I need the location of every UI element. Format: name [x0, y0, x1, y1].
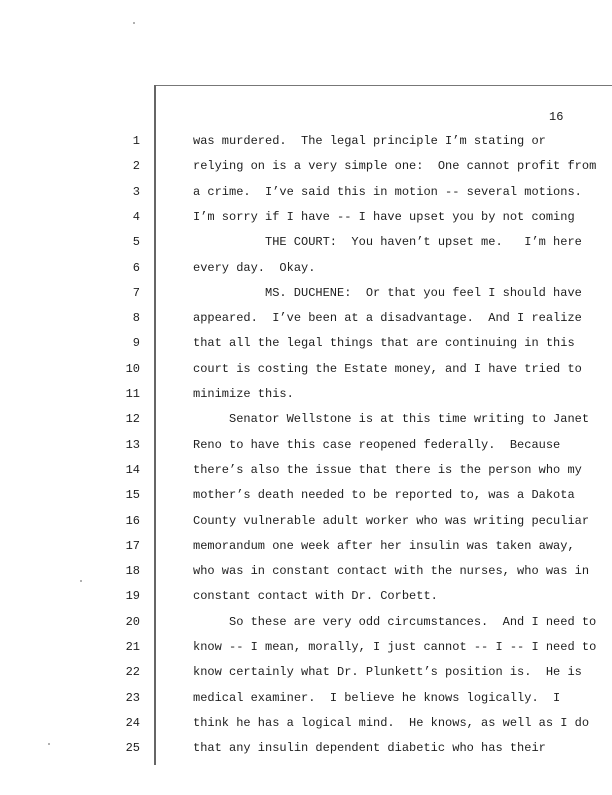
line-text: appeared. I’ve been at a disadvantage. And I realize	[193, 311, 582, 326]
line-text: memorandum one week after her insulin was taken away,	[193, 538, 575, 553]
line-number: 1	[132, 134, 140, 148]
line-text: relying on is a very simple one: One cannot profit from	[193, 159, 597, 174]
transcript-line	[0, 589, 612, 609]
transcript-line	[0, 741, 612, 761]
transcript-line	[0, 261, 612, 281]
transcript-line	[0, 362, 612, 382]
line-number: 11	[125, 387, 140, 401]
transcript-line	[0, 539, 612, 559]
line-number: 12	[125, 412, 140, 427]
line-text: Reno to have this case reopened federally. Because	[193, 437, 561, 452]
line-number: 20	[125, 614, 140, 629]
line-number: 24	[125, 715, 140, 730]
line-number: 14	[125, 462, 140, 477]
line-text: was murdered. The legal principle I’m stating or	[193, 134, 546, 148]
line-number: 23	[125, 690, 140, 705]
transcript-line	[0, 488, 612, 508]
line-text: mother’s death needed to be reported to, was a Dakota	[193, 488, 575, 503]
line-number: 19	[125, 589, 140, 604]
line-text: a crime. I’ve said this in motion -- several motions.	[193, 184, 582, 199]
transcript-line	[0, 514, 612, 534]
line-text: that all the legal things that are continuing in this	[193, 336, 575, 351]
page-number: 16	[549, 110, 564, 124]
line-number: 21	[125, 640, 140, 654]
transcript-line	[0, 412, 612, 432]
line-text: court is costing the Estate money, and I have tried to	[193, 361, 582, 376]
transcript-line	[0, 159, 612, 179]
line-number: 3	[132, 184, 140, 199]
line-number: 22	[125, 665, 140, 680]
line-text: I’m sorry if I have -- I have upset you by not coming	[193, 209, 575, 224]
transcript-line	[0, 640, 612, 660]
line-text: there’s also the issue that there is the person who my	[193, 462, 582, 477]
transcript-line	[0, 185, 612, 205]
line-number: 6	[132, 260, 140, 275]
line-number: 2	[132, 159, 140, 174]
line-text: think he has a logical mind. He knows, as well as I do	[193, 715, 590, 730]
line-text: County vulnerable adult worker who was writing peculiar	[193, 513, 590, 528]
line-text: who was in constant contact with the nurses, who was in	[193, 564, 590, 579]
top-border-rule	[154, 85, 612, 86]
line-number: 17	[125, 538, 140, 553]
line-text: that any insulin dependent diabetic who has their	[193, 741, 546, 756]
line-number: 9	[132, 336, 140, 351]
line-text: know -- I mean, morally, I just cannot -- I -- I need to	[193, 640, 597, 654]
line-number: 5	[132, 235, 140, 250]
line-text: So these are very odd circumstances. And I need to	[229, 614, 597, 629]
transcript-line	[0, 286, 612, 306]
line-number: 10	[125, 361, 140, 376]
transcript-line	[0, 311, 612, 331]
line-number: 8	[132, 311, 140, 326]
transcript-line	[0, 134, 612, 154]
transcript-line	[0, 235, 612, 255]
line-text: MS. DUCHENE: Or that you feel I should have	[265, 285, 582, 300]
line-number: 16	[125, 513, 140, 528]
transcript-line	[0, 438, 612, 458]
transcript-line	[0, 716, 612, 736]
transcript-line	[0, 336, 612, 356]
line-number: 13	[125, 437, 140, 452]
line-number: 4	[132, 209, 140, 224]
scan-speck	[133, 22, 135, 24]
line-text: constant contact with Dr. Corbett.	[193, 589, 438, 604]
line-text: THE COURT: You haven’t upset me. I’m here	[265, 235, 582, 250]
line-number: 15	[125, 488, 140, 503]
line-text: every day. Okay.	[193, 260, 316, 275]
transcript-line	[0, 463, 612, 483]
line-text: medical examiner. I believe he knows logically. I	[193, 690, 561, 705]
line-text: minimize this.	[193, 387, 294, 401]
line-text: know certainly what Dr. Plunkett’s position is. He is	[193, 665, 582, 680]
line-number: 18	[125, 564, 140, 579]
transcript-line	[0, 210, 612, 230]
transcript-line	[0, 615, 612, 635]
transcript-line	[0, 564, 612, 584]
line-text: Senator Wellstone is at this time writing to Janet	[229, 412, 590, 427]
line-number: 25	[125, 741, 140, 756]
line-number: 7	[132, 285, 140, 300]
transcript-line	[0, 691, 612, 711]
transcript-line	[0, 387, 612, 407]
transcript-line	[0, 665, 612, 685]
